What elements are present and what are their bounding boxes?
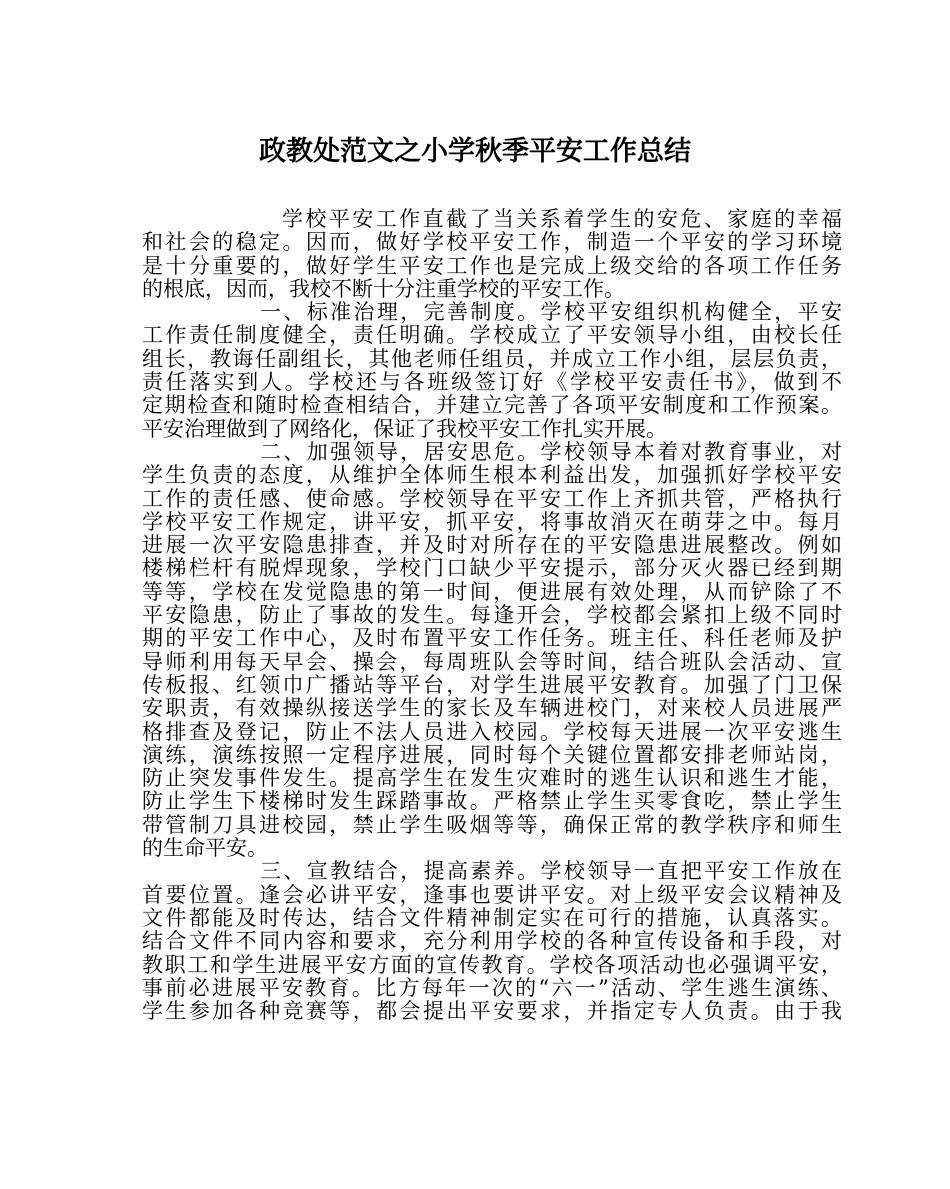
text-line: 是十分重要的，做好学生平安工作也是完成上级交给的各项工作任务: [142, 253, 842, 278]
text-line: 学生参加各种竞赛等，都会提出平安要求，并指定专人负责。由于我: [142, 999, 842, 1024]
text-line: 楼梯栏杆有脱焊现象，学校门口缺少平安提示，部分灭火器已经到期: [142, 556, 842, 581]
text-line: 定期检查和随时检查相结合，并建立完善了各项平安制度和工作预案。: [142, 393, 842, 418]
text-line: 工作的责任感、使命感。学校领导在平安工作上齐抓共管，严格执行: [142, 486, 842, 511]
text-line: 一、标准治理，完善制度。学校平安组织机构健全，平安: [260, 300, 842, 325]
document-title: 政教处范文之小学秋季平安工作总结: [259, 136, 691, 167]
text-line: 和社会的稳定。因而，做好学校平安工作，制造一个平安的学习环境: [142, 230, 842, 255]
text-line: 传板报、红领巾广播站等平台，对学生进展平安教育。加强了门卫保: [142, 672, 842, 697]
text-line: 格排查及登记，防止不法人员进入校园。学校每天进展一次平安逃生: [142, 719, 842, 744]
text-line: 学生负责的态度，从维护全体师生根本利益出发，加强抓好学校平安: [142, 463, 842, 488]
text-line: 事前必进展平安教育。比方每年一次的“六一”活动、学生逃生演练、: [142, 975, 842, 1000]
text-line: 二、加强领导，居安思危。学校领导本着对教育事业，对: [260, 439, 842, 464]
text-line: 平安治理做到了网络化，保证了我校平安工作扎实开展。: [142, 416, 667, 441]
text-line: 进展一次平安隐患排查，并及时对所存在的平安隐患进展整改。例如: [142, 533, 842, 558]
text-line: 防止学生下楼梯时发生踩踏事故。严格禁止学生买零食吃，禁止学生: [142, 789, 842, 814]
text-line: 导师利用每天早会、操会，每周班队会等时间，结合班队会活动、宣: [142, 649, 842, 674]
text-line: 学校平安工作直截了当关系着学生的安危、家庭的幸福: [282, 207, 842, 231]
text-line: 演练，演练按照一定程序进展，同时每个关键位置都安排老师站岗，: [142, 742, 842, 767]
text-line: 工作责任制度健全，责任明确。学校成立了平安领导小组，由校长任: [142, 323, 842, 348]
text-line: 三、宣教结合，提高素养。学校领导一直把平安工作放在: [260, 859, 842, 884]
text-line: 教职工和学生进展平安方面的宣传教育。学校各项活动也必强调平安，: [142, 952, 842, 977]
text-line: 学校平安工作规定，讲平安，抓平安，将事故消灭在萌芽之中。每月: [142, 509, 842, 534]
text-line: 组长，教诲任副组长，其他老师任组员，并成立工作小组，层层负责，: [142, 346, 842, 371]
paragraph-intro: [142, 208, 842, 301]
text-line: 的生命平安。: [142, 836, 268, 861]
text-line: 期的平安工作中心，及时布置平安工作任务。班主任、科任老师及护: [142, 626, 842, 651]
paragraph-section-2: [142, 441, 842, 860]
text-line: 等等，学校在发觉隐患的第一时间，便进展有效处理，从而铲除了不: [142, 579, 842, 604]
paragraph-section-1: [142, 301, 842, 441]
text-line: 首要位置。逢会必讲平安，逢事也要讲平安。对上级平安会议精神及: [142, 882, 842, 907]
text-line: 带管制刀具进校园，禁止学生吸烟等等，确保正常的教学秩序和师生: [142, 812, 842, 837]
text-line: 平安隐患，防止了事故的发生。每逢开会，学校都会紧扣上级不同时: [142, 603, 842, 628]
text-line: 责任落实到人。学校还与各班级签订好《学校平安责任书》，做到不: [142, 370, 842, 395]
text-line: 结合文件不同内容和要求，充分利用学校的各种宣传设备和手段，对: [142, 929, 842, 954]
text-line: 防止突发事件发生。提高学生在发生灾难时的逃生认识和逃生才能，: [142, 766, 842, 791]
paragraph-section-3: [142, 860, 842, 1023]
document-body: [142, 208, 842, 1023]
text-line: 安职责，有效操纵接送学生的家长及车辆进校门，对来校人员进展严: [142, 696, 842, 721]
text-line: 文件都能及时传达，结合文件精神制定实在可行的措施，认真落实。: [142, 905, 842, 930]
text-line: 的根底，因而，我校不断十分注重学校的平安工作。: [142, 276, 625, 301]
